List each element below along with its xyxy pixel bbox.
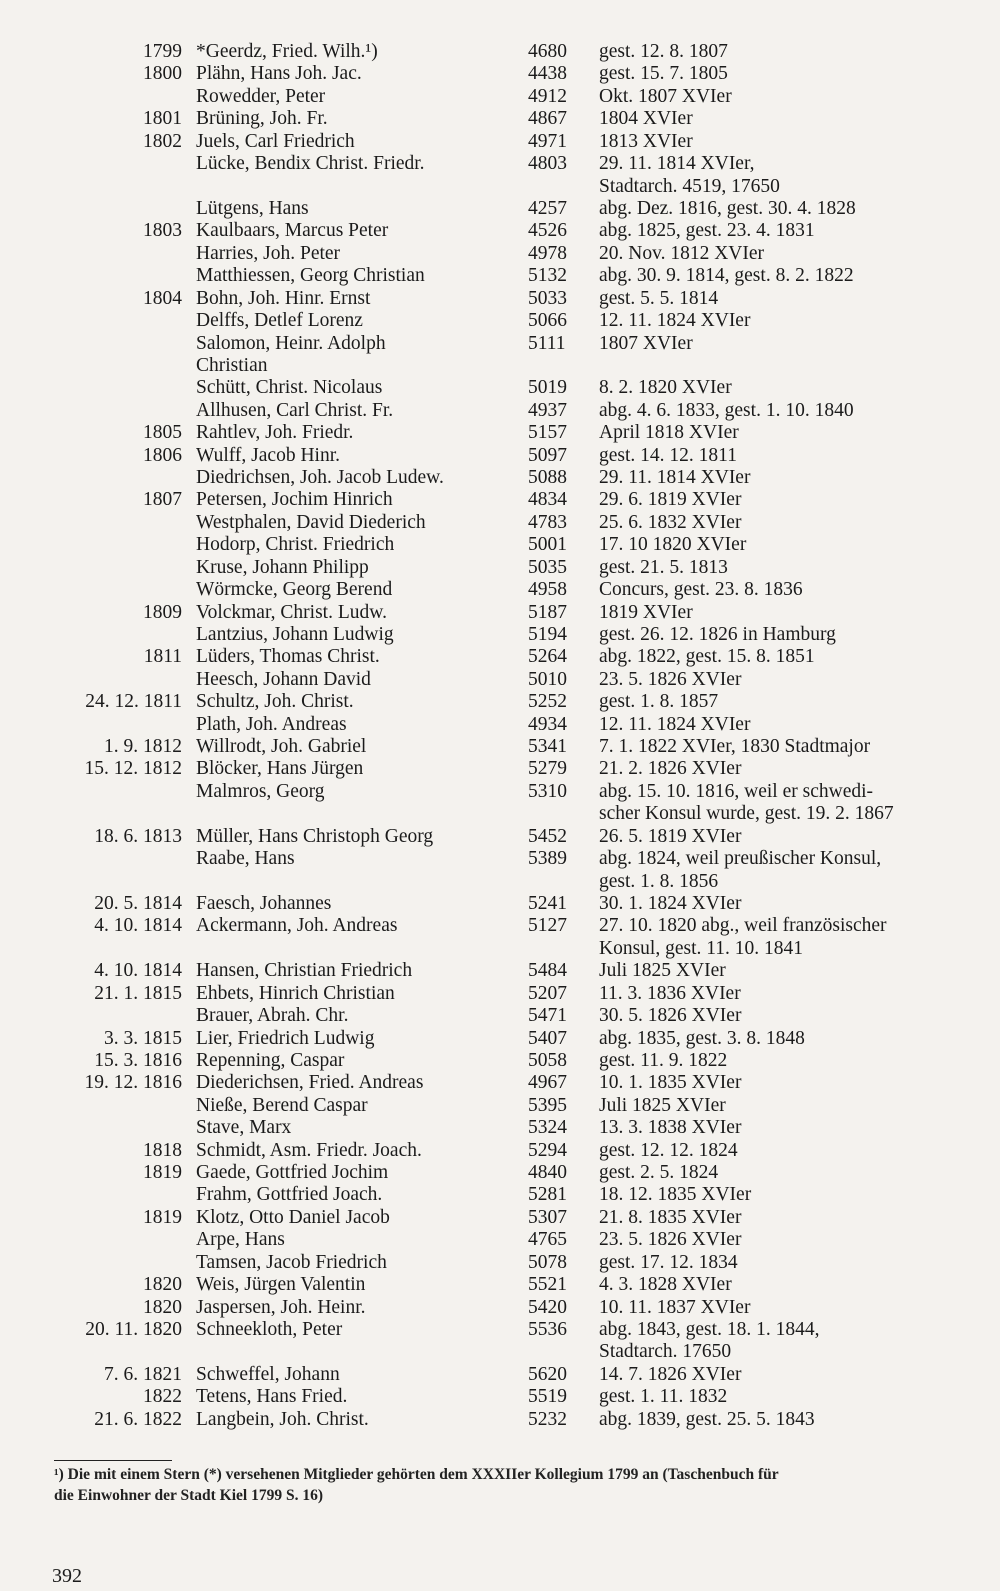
list-row: [0, 63, 1000, 85]
member-name: Petersen, Jochim Hinrich: [196, 489, 393, 511]
register-number: 5157: [528, 422, 567, 444]
list-row: [0, 893, 1000, 915]
entry-date: 1822: [143, 1386, 182, 1408]
member-name: Stave, Marx: [196, 1117, 292, 1139]
entry-date: 15. 12. 1812: [84, 758, 182, 780]
status-note: 10. 1. 1835 XVIer: [599, 1072, 742, 1094]
status-note: 12. 11. 1824 XVIer: [599, 713, 751, 735]
status-note: 30. 5. 1826 XVIer: [599, 1005, 742, 1027]
register-number: 5484: [528, 960, 567, 982]
register-number: 4934: [528, 713, 567, 735]
register-number: 5395: [528, 1094, 567, 1116]
list-row: [0, 1072, 1000, 1094]
register-number: 4840: [528, 1162, 567, 1183]
status-note: 18. 12. 1835 XVIer: [599, 1184, 752, 1206]
status-note: abg. 1822, gest. 15. 8. 1851: [599, 646, 815, 668]
list-row: [0, 557, 1000, 579]
member-name: Matthiessen, Georg Christian: [196, 265, 425, 287]
status-note: Konsul, gest. 11. 10. 1841: [599, 937, 804, 959]
member-name: *Geerdz, Fried. Wilh.¹): [196, 41, 378, 62]
member-name: Jaspersen, Joh. Heinr.: [196, 1296, 366, 1318]
member-name: Christian: [196, 354, 268, 376]
list-row: [0, 960, 1000, 982]
register-number: 4971: [528, 130, 567, 152]
status-note: gest. 2. 5. 1824: [599, 1162, 719, 1183]
register-number: 5097: [528, 444, 567, 466]
register-number: 5521: [528, 1274, 567, 1296]
status-note: 10. 11. 1837 XVIer: [599, 1296, 751, 1318]
list-row: [0, 938, 1000, 960]
list-row: [0, 781, 1000, 803]
list-row: [0, 646, 1000, 668]
list-row: [0, 86, 1000, 108]
status-note: abg. 1843, gest. 18. 1. 1844,: [599, 1318, 820, 1340]
list-row: [0, 243, 1000, 265]
register-number: 5019: [528, 377, 567, 399]
status-note: gest. 26. 12. 1826 in Hamburg: [599, 623, 836, 645]
list-row: [0, 512, 1000, 534]
register-number: 5264: [528, 646, 567, 668]
member-name: Raabe, Hans: [196, 848, 295, 870]
register-number: 4803: [528, 153, 567, 175]
member-name: Ehbets, Hinrich Christian: [196, 982, 395, 1004]
status-note: gest. 1. 8. 1856: [599, 870, 719, 892]
register-number: 5035: [528, 556, 567, 578]
register-number: 5111: [528, 332, 566, 354]
register-number: 5194: [528, 623, 567, 645]
status-note: scher Konsul wurde, gest. 19. 2. 1867: [599, 803, 894, 825]
status-note: gest. 15. 7. 1805: [599, 63, 728, 85]
register-number: 5033: [528, 287, 567, 309]
status-note: 23. 5. 1826 XVIer: [599, 668, 742, 690]
status-note: 14. 7. 1826 XVIer: [599, 1363, 742, 1385]
register-number: 5471: [528, 1005, 567, 1027]
list-row: [0, 983, 1000, 1005]
list-row: [0, 445, 1000, 467]
register-number: 4967: [528, 1072, 567, 1094]
status-note: 26. 5. 1819 XVIer: [599, 825, 742, 847]
list-row: [0, 1207, 1000, 1229]
status-note: 1804 XVIer: [599, 108, 693, 130]
status-note: 1807 XVIer: [599, 332, 693, 354]
status-note: gest. 14. 12. 1811: [599, 444, 737, 466]
status-note: abg. Dez. 1816, gest. 30. 4. 1828: [599, 197, 856, 219]
list-row: [0, 153, 1000, 175]
member-name: Lantzius, Johann Ludwig: [196, 623, 394, 645]
register-number: 5001: [528, 534, 567, 556]
footnote: [54, 1464, 954, 1506]
list-row: [0, 826, 1000, 848]
status-note: 8. 2. 1820 XVIer: [599, 377, 732, 399]
status-note: 20. Nov. 1812 XVIer: [599, 242, 764, 264]
list-row: [0, 1341, 1000, 1363]
entry-date: 1820: [143, 1296, 182, 1318]
entry-date: 1807: [143, 489, 182, 511]
status-note: 4. 3. 1828 XVIer: [599, 1274, 732, 1296]
footnote-line-2: die Einwohner der Stadt Kiel 1799 S. 16): [54, 1487, 323, 1504]
register-number: 5066: [528, 310, 567, 331]
list-row: [0, 1409, 1000, 1431]
register-number: 4867: [528, 108, 567, 130]
list-row: [0, 1050, 1000, 1072]
list-row: [0, 624, 1000, 646]
member-name: Rowedder, Peter: [196, 85, 326, 107]
member-name: Heesch, Johann David: [196, 668, 371, 690]
list-row: [0, 220, 1000, 242]
status-note: gest. 11. 9. 1822: [599, 1049, 728, 1071]
register-number: 5536: [528, 1318, 567, 1340]
entry-date: 24. 12. 1811: [85, 691, 182, 713]
status-note: 25. 6. 1832 XVIer: [599, 511, 742, 533]
member-name: Diederichsen, Fried. Andreas: [196, 1072, 424, 1094]
member-name: Frahm, Gottfried Joach.: [196, 1184, 383, 1206]
status-note: abg. 1839, gest. 25. 5. 1843: [599, 1408, 815, 1430]
page-number: 392: [52, 1565, 82, 1587]
list-row: [0, 915, 1000, 937]
member-name: Rahtlev, Joh. Friedr.: [196, 422, 354, 444]
list-row: [0, 108, 1000, 130]
member-name: Volckmar, Christ. Ludw.: [196, 601, 387, 623]
list-row: [0, 1364, 1000, 1386]
register-number: 5519: [528, 1386, 567, 1408]
member-name: Tamsen, Jacob Friedrich: [196, 1251, 387, 1273]
entry-date: 20. 11. 1820: [85, 1318, 182, 1340]
status-note: 29. 11. 1814 XVIer: [599, 467, 751, 488]
status-note: 17. 10 1820 XVIer: [599, 534, 747, 556]
entry-date: 21. 1. 1815: [94, 982, 182, 1004]
status-note: 21. 2. 1826 XVIer: [599, 758, 742, 780]
status-note: abg. 1824, weil preußischer Konsul,: [599, 848, 882, 870]
list-row: [0, 467, 1000, 489]
register-number: 5078: [528, 1251, 567, 1273]
member-name: Nieße, Berend Caspar: [196, 1094, 368, 1116]
register-number: 4526: [528, 220, 567, 242]
list-row: [0, 1386, 1000, 1408]
list-row: [0, 691, 1000, 713]
member-name: Plath, Joh. Andreas: [196, 713, 347, 735]
status-note: Concurs, gest. 23. 8. 1836: [599, 579, 803, 601]
entry-date: 1805: [143, 422, 182, 444]
entry-date: 4. 10. 1814: [94, 960, 182, 982]
status-note: 7. 1. 1822 XVIer, 1830 Stadtmajor: [599, 736, 871, 757]
register-number: 5324: [528, 1117, 567, 1139]
list-row: [0, 1319, 1000, 1341]
register-number: 4765: [528, 1229, 567, 1251]
list-row: [0, 1229, 1000, 1251]
list-row: [0, 176, 1000, 198]
status-note: gest. 5. 5. 1814: [599, 287, 719, 309]
list-row: [0, 310, 1000, 332]
member-name: Bohn, Joh. Hinr. Ernst: [196, 287, 371, 309]
member-name: Willrodt, Joh. Gabriel: [196, 736, 367, 757]
member-name: Plähn, Hans Joh. Jac.: [196, 63, 362, 85]
register-number: 5307: [528, 1206, 567, 1228]
member-name: Kaulbaars, Marcus Peter: [196, 220, 389, 242]
status-note: 27. 10. 1820 abg., weil französischer: [599, 915, 887, 937]
list-row: [0, 1162, 1000, 1184]
member-name: Malmros, Georg: [196, 780, 325, 802]
list-row: [0, 669, 1000, 691]
member-name: Kruse, Johann Philipp: [196, 556, 369, 578]
footnote-line-1: ¹) Die mit einem Stern (*) versehenen Mitglieder gehörten dem XXXIIer Kollegium 1799 an (Taschenbuch für: [54, 1466, 779, 1483]
register-number: 5294: [528, 1139, 567, 1161]
list-row: [0, 377, 1000, 399]
footnote-rule: [54, 1460, 172, 1461]
entry-date: 21. 6. 1822: [94, 1408, 182, 1430]
register-number: 5341: [528, 736, 567, 757]
list-row: [0, 1028, 1000, 1050]
list-row: [0, 1005, 1000, 1027]
member-name: Salomon, Heinr. Adolph: [196, 332, 386, 354]
status-note: gest. 21. 5. 1813: [599, 556, 728, 578]
register-number: 5252: [528, 691, 567, 713]
member-name: Lücke, Bendix Christ. Friedr.: [196, 153, 425, 175]
status-note: 23. 5. 1826 XVIer: [599, 1229, 742, 1251]
member-name: Allhusen, Carl Christ. Fr.: [196, 399, 394, 421]
member-name: Juels, Carl Friedrich: [196, 130, 355, 152]
register-number: 5207: [528, 982, 567, 1004]
list-row: [0, 333, 1000, 355]
status-note: 12. 11. 1824 XVIer: [599, 310, 751, 331]
list-row: [0, 400, 1000, 422]
status-note: Juli 1825 XVIer: [599, 1094, 726, 1116]
member-name: Delffs, Detlef Lorenz: [196, 310, 363, 331]
list-row: [0, 602, 1000, 624]
status-note: 21. 8. 1835 XVIer: [599, 1206, 742, 1228]
member-name: Hodorp, Christ. Friedrich: [196, 534, 395, 556]
register-number: 5241: [528, 893, 567, 914]
list-row: [0, 1140, 1000, 1162]
entry-date: 1802: [143, 130, 182, 152]
member-name: Brauer, Abrah. Chr.: [196, 1005, 349, 1027]
register-number: 5279: [528, 758, 567, 780]
member-name: Lütgens, Hans: [196, 197, 309, 219]
entry-date: 1801: [143, 108, 182, 130]
status-note: 29. 11. 1814 XVIer,: [599, 153, 755, 175]
list-row: [0, 1184, 1000, 1206]
list-row: [0, 1252, 1000, 1274]
list-row: [0, 489, 1000, 511]
member-name: Blöcker, Hans Jürgen: [196, 758, 364, 780]
register-number: 4783: [528, 511, 567, 533]
list-row: [0, 198, 1000, 220]
list-row: [0, 848, 1000, 870]
entry-date: 1819: [143, 1162, 182, 1183]
register-number: 4978: [528, 242, 567, 264]
entry-date: 1800: [143, 63, 182, 85]
list-row: [0, 288, 1000, 310]
list-row: [0, 41, 1000, 63]
entry-date: 1803: [143, 220, 182, 242]
member-name: Klotz, Otto Daniel Jacob: [196, 1206, 390, 1228]
member-name: Westphalen, David Diederich: [196, 511, 426, 533]
register-number: 5420: [528, 1296, 567, 1318]
member-name: Arpe, Hans: [196, 1229, 285, 1251]
list-row: [0, 803, 1000, 825]
member-name: Wörmcke, Georg Berend: [196, 579, 393, 601]
status-note: April 1818 XVIer: [599, 422, 739, 444]
register-number: 5058: [528, 1049, 567, 1071]
register-number: 4680: [528, 41, 567, 62]
member-name: Brüning, Joh. Fr.: [196, 108, 328, 130]
status-note: abg. 1835, gest. 3. 8. 1848: [599, 1027, 805, 1049]
register-number: 5132: [528, 265, 567, 287]
list-row: [0, 1297, 1000, 1319]
list-row: [0, 355, 1000, 377]
entry-date: 3. 3. 1815: [104, 1027, 182, 1049]
status-note: 13. 3. 1838 XVIer: [599, 1117, 742, 1139]
status-note: gest. 12. 8. 1807: [599, 41, 728, 62]
register-number: 5281: [528, 1184, 567, 1206]
list-row: [0, 1095, 1000, 1117]
member-name: Weis, Jürgen Valentin: [196, 1274, 366, 1296]
status-note: Stadtarch. 4519, 17650: [599, 175, 780, 197]
entry-date: 1819: [143, 1206, 182, 1228]
member-name: Langbein, Joh. Christ.: [196, 1408, 369, 1430]
entry-date: 1799: [143, 41, 182, 62]
register-number: 5452: [528, 825, 567, 847]
status-note: 30. 1. 1824 XVIer: [599, 893, 742, 914]
list-row: [0, 131, 1000, 153]
status-note: Juli 1825 XVIer: [599, 960, 726, 982]
register-number: 5187: [528, 601, 567, 623]
status-note: 11. 3. 1836 XVIer: [599, 982, 741, 1004]
entry-date: 19. 12. 1816: [84, 1072, 182, 1094]
register-number: 5232: [528, 1408, 567, 1430]
entry-date: 1806: [143, 444, 182, 466]
status-note: abg. 15. 10. 1816, weil er schwedi-: [599, 780, 874, 802]
list-row: [0, 714, 1000, 736]
status-note: abg. 30. 9. 1814, gest. 8. 2. 1822: [599, 265, 854, 287]
member-name: Diedrichsen, Joh. Jacob Ludew.: [196, 467, 444, 488]
register-number: 5389: [528, 848, 567, 870]
member-name: Schütt, Christ. Nicolaus: [196, 377, 383, 399]
member-name: Ackermann, Joh. Andreas: [196, 915, 398, 937]
member-name: Schweffel, Johann: [196, 1363, 340, 1385]
member-name: Wulff, Jacob Hinr.: [196, 444, 340, 466]
status-note: Stadtarch. 17650: [599, 1341, 732, 1363]
entry-date: 18. 6. 1813: [94, 825, 182, 847]
member-name: Schmidt, Asm. Friedr. Joach.: [196, 1139, 422, 1161]
list-row: [0, 1274, 1000, 1296]
status-note: gest. 17. 12. 1834: [599, 1251, 738, 1273]
register-number: 5127: [528, 915, 567, 937]
entry-date: 15. 3. 1816: [94, 1049, 182, 1071]
register-number: 5010: [528, 668, 567, 690]
entry-date: 1. 9. 1812: [104, 736, 182, 757]
entry-date: 20. 5. 1814: [94, 893, 182, 914]
member-name: Lier, Friedrich Ludwig: [196, 1027, 375, 1049]
member-name: Faesch, Johannes: [196, 893, 332, 914]
entry-date: 1811: [143, 646, 182, 668]
register-number: 4958: [528, 579, 567, 601]
status-note: 1819 XVIer: [599, 601, 693, 623]
member-name: Lüders, Thomas Christ.: [196, 646, 380, 668]
entry-date: 7. 6. 1821: [104, 1363, 182, 1385]
member-name: Tetens, Hans Fried.: [196, 1386, 348, 1408]
register-number: 4937: [528, 399, 567, 421]
status-note: abg. 1825, gest. 23. 4. 1831: [599, 220, 815, 242]
register-number: 4257: [528, 197, 567, 219]
entry-date: 1820: [143, 1274, 182, 1296]
member-name: Repenning, Caspar: [196, 1049, 345, 1071]
list-row: [0, 1117, 1000, 1139]
entry-date: 1818: [143, 1139, 182, 1161]
list-row: [0, 265, 1000, 287]
register-number: 5620: [528, 1363, 567, 1385]
list-row: [0, 758, 1000, 780]
member-name: Harries, Joh. Peter: [196, 242, 341, 264]
list-row: [0, 871, 1000, 893]
list-row: [0, 422, 1000, 444]
status-note: Okt. 1807 XVIer: [599, 85, 732, 107]
list-row: [0, 736, 1000, 758]
status-note: gest. 1. 8. 1857: [599, 691, 719, 713]
entry-date: 1809: [143, 601, 182, 623]
member-name: Hansen, Christian Friedrich: [196, 960, 413, 982]
status-note: gest. 1. 11. 1832: [599, 1386, 728, 1408]
entry-date: 1804: [143, 287, 182, 309]
list-row: [0, 579, 1000, 601]
member-name: Schultz, Joh. Christ.: [196, 691, 354, 713]
status-note: 1813 XVIer: [599, 130, 693, 152]
member-name: Gaede, Gottfried Jochim: [196, 1162, 389, 1183]
status-note: 29. 6. 1819 XVIer: [599, 489, 742, 511]
list-row: [0, 534, 1000, 556]
register-number: 4912: [528, 85, 567, 107]
member-name: Schneekloth, Peter: [196, 1318, 343, 1340]
status-note: gest. 12. 12. 1824: [599, 1139, 738, 1161]
entry-date: 4. 10. 1814: [94, 915, 182, 937]
register-number: 5407: [528, 1027, 567, 1049]
member-name: Müller, Hans Christoph Georg: [196, 825, 434, 847]
register-number: 5088: [528, 467, 567, 488]
register-number: 4438: [528, 63, 567, 85]
register-number: 4834: [528, 489, 567, 511]
status-note: abg. 4. 6. 1833, gest. 1. 10. 1840: [599, 399, 854, 421]
register-number: 5310: [528, 780, 567, 802]
